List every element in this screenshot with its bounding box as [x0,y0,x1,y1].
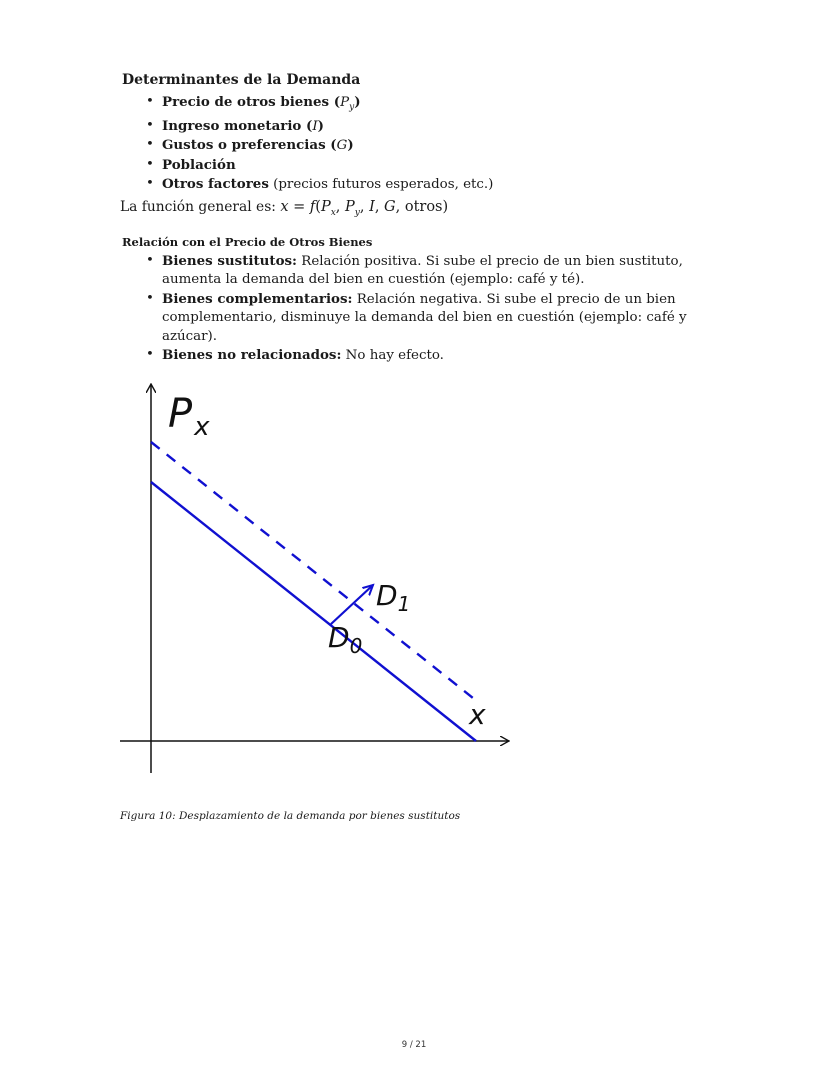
item-text: (precios futuros esperados, etc.) [268,177,494,193]
demand-shift-figure [110,375,530,795]
d0-label: $D_0$ [328,621,363,658]
section-title: Determinantes de la Demanda [122,72,361,88]
list-item [140,175,700,194]
item-text: Relación positiva. Si sube el precio de un bien sustituto, aumenta la demanda del bien en cuestión (ejemplo: café y té). [162,254,683,288]
list-item: • Precio de otros bienes $(P_y)$ [140,93,700,117]
subsection-title: Relación con el Precio de Otros Bienes [122,235,373,249]
demand-function [120,199,448,218]
figure-caption: Figura 10: Desplazamiento de la demanda por bienes sustitutos [120,810,461,822]
item-text: No hay efecto. [341,348,444,364]
math-var: $P_y$ [340,95,355,113]
list-item [140,290,710,346]
item-term: Precio de otros bienes ( [162,94,341,110]
relations-list [140,252,710,365]
item-term: Otros factores [162,176,269,193]
math-var: I [312,119,318,135]
list-item [140,156,700,175]
shift-arrow [331,585,373,624]
list-item [140,252,710,290]
demand-curve-d0 [151,482,476,741]
function-prefix: La función general es: [120,199,281,215]
item-term: Gustos o preferencias ( [162,137,337,154]
math-var: G [336,138,348,154]
list-item [140,346,710,365]
item-term: Ingreso monetario ( [162,118,313,135]
item-term: Bienes no relacionados: [162,347,342,364]
x-axis-label: x [469,698,486,731]
list-item: • Ingreso monetario (I) [140,117,700,136]
page-number: 9 / 21 [401,1040,427,1050]
determinants-list [140,93,700,195]
item-term: Población [162,156,236,173]
d1-label: $D_1$ [376,579,411,616]
function-formula: $x = f(P_x$, $P_y$, I, G, otros) [280,199,449,218]
list-item: • Gustos o preferencias (G) [140,136,700,155]
demand-shift-diagram [110,375,530,795]
item-term: Bienes complementarios: [162,290,353,307]
y-axis-label: $P_x$ [168,391,210,442]
item-text: Relación negativa. Si sube el precio de un bien complementario, disminuye la demanda del bien en cuestión (ejemplo: café y azúcar). [162,291,687,344]
demand-curve-d1 [151,442,478,702]
item-term: Bienes sustitutos: [162,253,297,269]
